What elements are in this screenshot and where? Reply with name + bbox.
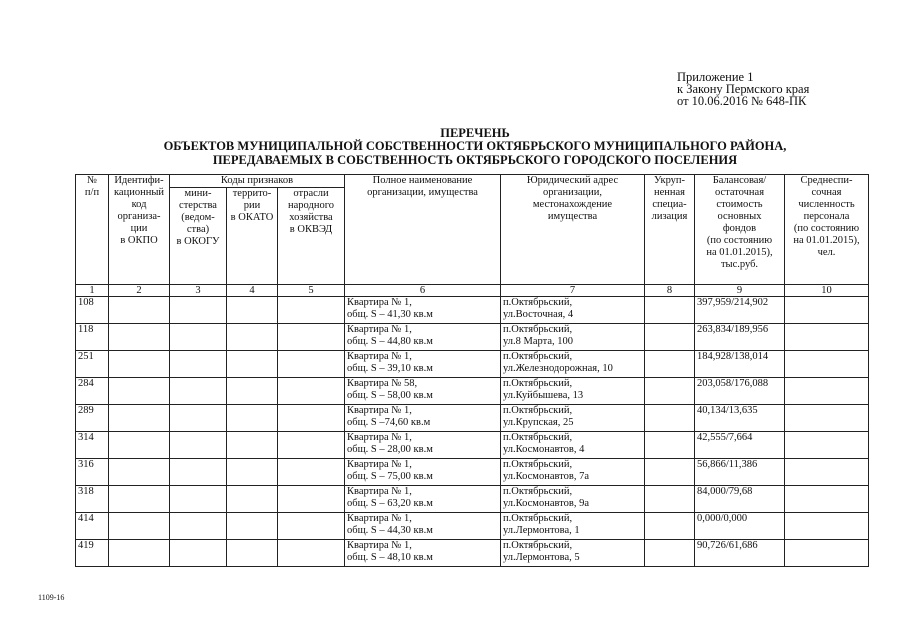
property-table bbox=[75, 174, 869, 567]
cell-address: п.Октябрьский, ул.Лермонтова, 5 bbox=[501, 540, 645, 567]
cell-address: п.Октябрьский, ул.Космонавтов, 9а bbox=[501, 486, 645, 513]
cell-okpo bbox=[109, 486, 170, 513]
cell-okogu bbox=[170, 351, 227, 378]
cell-balance: 397,959/214,902 bbox=[695, 297, 785, 324]
cell-num: 118 bbox=[76, 324, 109, 351]
col-number: 7 bbox=[501, 285, 645, 297]
cell-staff bbox=[785, 540, 869, 567]
cell-staff bbox=[785, 432, 869, 459]
cell-spec bbox=[645, 324, 695, 351]
header-balance: Балансовая/ остаточная стоимость основных фондов (по состоянию на 01.01.2015), тыс.руб. bbox=[695, 175, 785, 285]
cell-balance: 84,000/79,68 bbox=[695, 486, 785, 513]
column-numbers-row bbox=[76, 285, 869, 297]
table-row bbox=[76, 432, 869, 459]
cell-okato bbox=[227, 297, 278, 324]
cell-name: Квартира № 58, общ. S – 58,00 кв.м bbox=[345, 378, 501, 405]
cell-okogu bbox=[170, 324, 227, 351]
cell-num: 314 bbox=[76, 432, 109, 459]
cell-name: Квартира № 1, общ. S – 48,10 кв.м bbox=[345, 540, 501, 567]
cell-okpo bbox=[109, 351, 170, 378]
cell-okpo bbox=[109, 378, 170, 405]
col-number: 2 bbox=[109, 285, 170, 297]
cell-address: п.Октябрьский, ул.Космонавтов, 7а bbox=[501, 459, 645, 486]
table-row bbox=[76, 405, 869, 432]
cell-okved bbox=[278, 378, 345, 405]
cell-staff bbox=[785, 513, 869, 540]
cell-balance: 90,726/61,686 bbox=[695, 540, 785, 567]
cell-num: 284 bbox=[76, 378, 109, 405]
cell-okved bbox=[278, 351, 345, 378]
cell-address: п.Октябрьский, ул.Железнодорожная, 10 bbox=[501, 351, 645, 378]
cell-num: 419 bbox=[76, 540, 109, 567]
cell-address: п.Октябрьский, ул.Куйбышева, 13 bbox=[501, 378, 645, 405]
table-row bbox=[76, 540, 869, 567]
cell-okved bbox=[278, 459, 345, 486]
cell-okogu bbox=[170, 378, 227, 405]
table-row bbox=[76, 324, 869, 351]
cell-name: Квартира № 1, общ. S – 75,00 кв.м bbox=[345, 459, 501, 486]
appendix-line-2: к Закону Пермского края bbox=[677, 82, 810, 96]
cell-okogu bbox=[170, 297, 227, 324]
header-num: № п/п bbox=[76, 175, 109, 285]
col-number: 5 bbox=[278, 285, 345, 297]
cell-okved bbox=[278, 405, 345, 432]
header-okato: террито- рии в ОКАТО bbox=[227, 188, 278, 285]
footer-code: 1109-16 bbox=[38, 593, 65, 602]
title-line-3: ПЕРЕДАВАЕМЫХ В СОБСТВЕННОСТЬ ОКТЯБРЬСКОГО ГОРОДСКОГО ПОСЕЛЕНИЯ bbox=[212, 152, 738, 167]
cell-okpo bbox=[109, 405, 170, 432]
cell-okpo bbox=[109, 324, 170, 351]
table-row bbox=[76, 513, 869, 540]
cell-name: Квартира № 1, общ. S – 44,30 кв.м bbox=[345, 513, 501, 540]
cell-spec bbox=[645, 432, 695, 459]
table-row bbox=[76, 378, 869, 405]
cell-balance: 203,058/176,088 bbox=[695, 378, 785, 405]
cell-okato bbox=[227, 351, 278, 378]
header-okogu: мини- стерства (ведом- ства) в ОКОГУ bbox=[170, 188, 227, 285]
cell-okved bbox=[278, 432, 345, 459]
document-title bbox=[40, 127, 905, 167]
cell-address: п.Октябрьский, ул.Лермонтова, 1 bbox=[501, 513, 645, 540]
cell-okogu bbox=[170, 405, 227, 432]
cell-address: п.Октябрьский, ул.8 Марта, 100 bbox=[501, 324, 645, 351]
cell-spec bbox=[645, 459, 695, 486]
header-address: Юридический адрес организации, местонахождение имущества bbox=[501, 175, 645, 285]
col-number: 9 bbox=[695, 285, 785, 297]
cell-okpo bbox=[109, 432, 170, 459]
appendix-line-3: от 10.06.2016 № 648-ПК bbox=[677, 94, 807, 108]
cell-num: 318 bbox=[76, 486, 109, 513]
header-staff: Среднеспи- сочная численность персонала (по состоянию на 01.01.2015), чел. bbox=[785, 175, 869, 285]
cell-balance: 42,555/7,664 bbox=[695, 432, 785, 459]
appendix-line-1: Приложение 1 bbox=[677, 70, 754, 84]
cell-spec bbox=[645, 405, 695, 432]
cell-okato bbox=[227, 405, 278, 432]
cell-num: 316 bbox=[76, 459, 109, 486]
col-number: 4 bbox=[227, 285, 278, 297]
col-number: 6 bbox=[345, 285, 501, 297]
cell-okato bbox=[227, 378, 278, 405]
cell-okpo bbox=[109, 540, 170, 567]
cell-okato bbox=[227, 459, 278, 486]
cell-staff bbox=[785, 459, 869, 486]
col-number: 3 bbox=[170, 285, 227, 297]
cell-num: 414 bbox=[76, 513, 109, 540]
col-number: 10 bbox=[785, 285, 869, 297]
cell-spec bbox=[645, 513, 695, 540]
cell-okpo bbox=[109, 459, 170, 486]
cell-staff bbox=[785, 351, 869, 378]
cell-spec bbox=[645, 540, 695, 567]
cell-okved bbox=[278, 486, 345, 513]
table-row bbox=[76, 459, 869, 486]
table-row bbox=[76, 351, 869, 378]
cell-name: Квартира № 1, общ. S – 28,00 кв.м bbox=[345, 432, 501, 459]
title-line-1: ПЕРЕЧЕНЬ bbox=[440, 126, 510, 140]
cell-staff bbox=[785, 486, 869, 513]
table-row bbox=[76, 486, 869, 513]
cell-num: 289 bbox=[76, 405, 109, 432]
cell-okato bbox=[227, 324, 278, 351]
title-line-2: ОБЪЕКТОВ МУНИЦИПАЛЬНОЙ СОБСТВЕННОСТИ ОКТЯБРЬСКОГО МУНИЦИПАЛЬНОГО РАЙОНА, bbox=[163, 139, 787, 154]
header-codes-group: Коды признаков bbox=[170, 175, 345, 188]
header-okpo: Идентифи- кационный код организа- ции в ОКПО bbox=[109, 175, 170, 285]
cell-staff bbox=[785, 405, 869, 432]
table-row bbox=[76, 297, 869, 324]
cell-name: Квартира № 1, общ. S –74,60 кв.м bbox=[345, 405, 501, 432]
header-okved: отрасли народного хозяйства в ОКВЭД bbox=[278, 188, 345, 285]
cell-name: Квартира № 1, общ. S – 63,20 кв.м bbox=[345, 486, 501, 513]
cell-num: 251 bbox=[76, 351, 109, 378]
cell-okato bbox=[227, 432, 278, 459]
col-number: 1 bbox=[76, 285, 109, 297]
cell-staff bbox=[785, 324, 869, 351]
cell-okogu bbox=[170, 540, 227, 567]
cell-address: п.Октябрьский, ул.Космонавтов, 4 bbox=[501, 432, 645, 459]
cell-okogu bbox=[170, 486, 227, 513]
cell-name: Квартира № 1, общ. S – 44,80 кв.м bbox=[345, 324, 501, 351]
cell-okved bbox=[278, 324, 345, 351]
cell-balance: 184,928/138,014 bbox=[695, 351, 785, 378]
cell-num: 108 bbox=[76, 297, 109, 324]
cell-spec bbox=[645, 297, 695, 324]
appendix-note bbox=[677, 71, 897, 107]
cell-okpo bbox=[109, 297, 170, 324]
cell-balance: 263,834/189,956 bbox=[695, 324, 785, 351]
cell-okato bbox=[227, 540, 278, 567]
col-number: 8 bbox=[645, 285, 695, 297]
cell-spec bbox=[645, 486, 695, 513]
cell-staff bbox=[785, 378, 869, 405]
cell-name: Квартира № 1, общ. S – 39,10 кв.м bbox=[345, 351, 501, 378]
header-name: Полное наименование организации, имущества bbox=[345, 175, 501, 285]
cell-name: Квартира № 1, общ. S – 41,30 кв.м bbox=[345, 297, 501, 324]
header-spec: Укруп- ненная специа- лизация bbox=[645, 175, 695, 285]
cell-okato bbox=[227, 513, 278, 540]
cell-balance: 0,000/0,000 bbox=[695, 513, 785, 540]
cell-address: п.Октябрьский, ул.Восточная, 4 bbox=[501, 297, 645, 324]
cell-okogu bbox=[170, 513, 227, 540]
cell-balance: 40,134/13,635 bbox=[695, 405, 785, 432]
cell-staff bbox=[785, 297, 869, 324]
cell-okpo bbox=[109, 513, 170, 540]
cell-okogu bbox=[170, 432, 227, 459]
cell-okved bbox=[278, 297, 345, 324]
cell-spec bbox=[645, 378, 695, 405]
cell-okato bbox=[227, 486, 278, 513]
cell-okogu bbox=[170, 459, 227, 486]
cell-balance: 56,866/11,386 bbox=[695, 459, 785, 486]
cell-okved bbox=[278, 513, 345, 540]
cell-address: п.Октябрьский, ул.Крупская, 25 bbox=[501, 405, 645, 432]
cell-spec bbox=[645, 351, 695, 378]
cell-okved bbox=[278, 540, 345, 567]
